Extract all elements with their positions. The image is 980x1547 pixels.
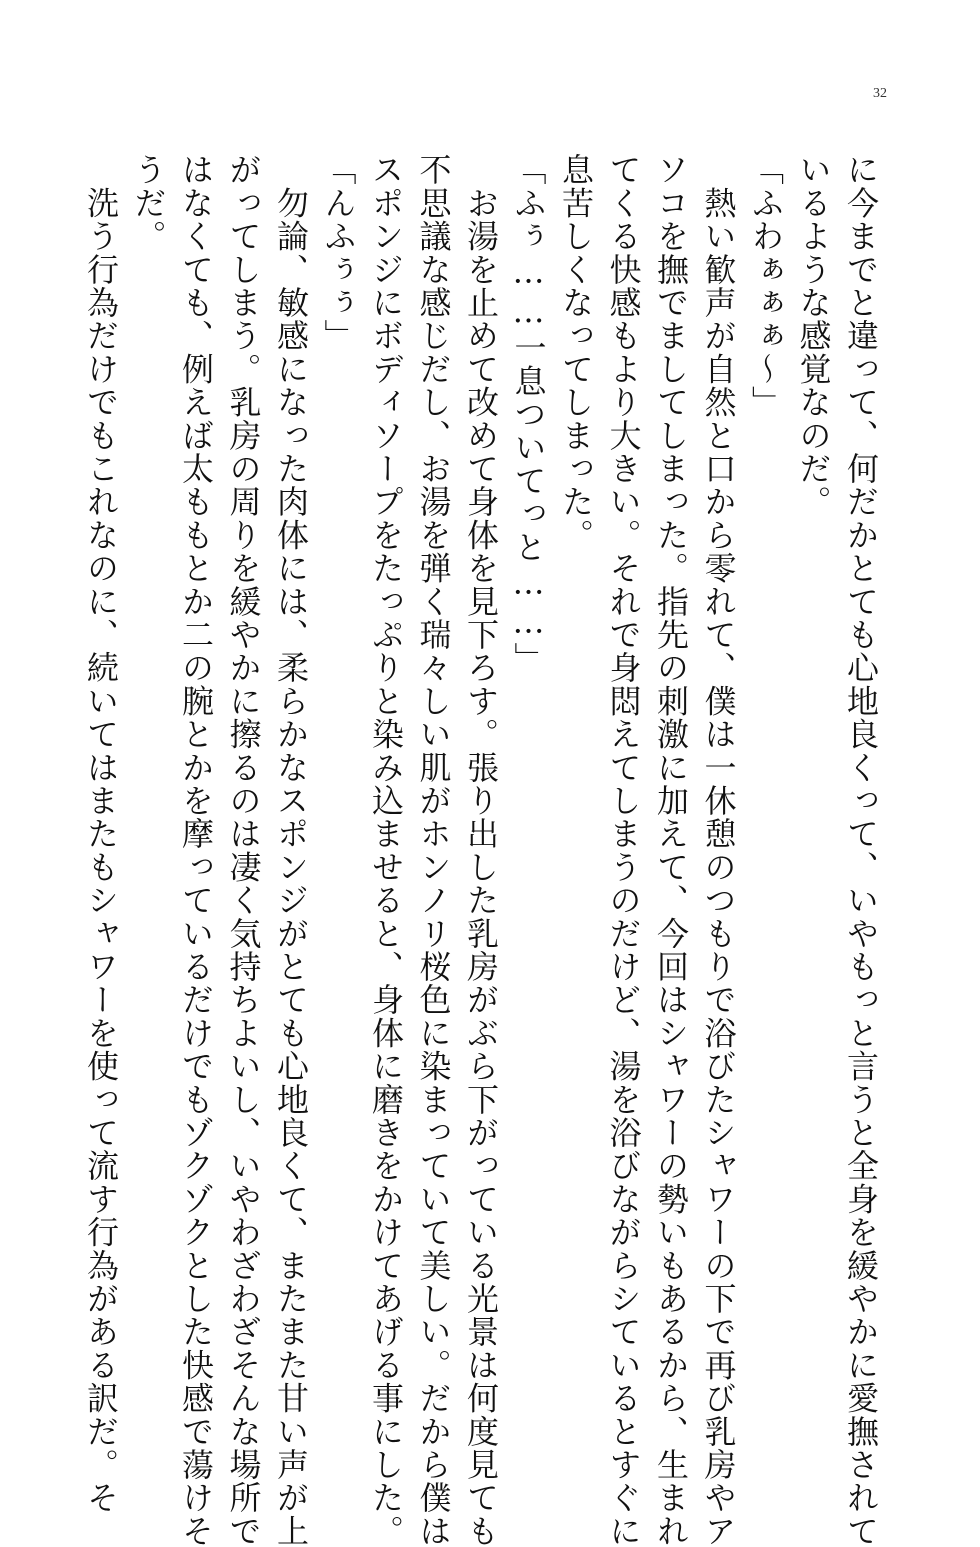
- text-line: お湯を止めて改めて身体を見下ろす。張り出した乳房がぶら下がっている光景は何度見ても: [462, 153, 500, 1547]
- text-line: 勿論、敏感になった肉体には、柔らかなスポンジがとても心地良くて、またまた甘い声が上: [272, 153, 310, 1547]
- text-line: 「んふぅぅ」: [319, 153, 358, 353]
- text-line: 「ふぅ……一息ついてっと……」: [509, 153, 548, 675]
- text-line: 洗う行為だけでもこれなのに、続いてはまたもシャワーを使って流す行為がある訳だ。そ: [82, 153, 120, 1515]
- text-line: はなくても、例えば太ももとか二の腕とかを摩っているだけでもゾクゾクとした快感で蕩けそ: [177, 153, 215, 1547]
- text-line: 熱い歓声が自然と口から零れて、僕は一休憩のつもりで浴びたシャワーの下で再び乳房やア: [699, 153, 738, 1547]
- text-line: 不思議な感じだし、お湯を弾く瑞々しい肌がホンノリ桜色に染まっていて美しい。だから僕は: [414, 153, 453, 1547]
- text-line: いるような感覚なのだ。: [794, 153, 833, 519]
- page-number: 32: [873, 86, 887, 101]
- text-line: てくる快感もより大きい。それで身悶えてしまうのだけど、湯を浴びながらシているとすぐに: [604, 153, 643, 1547]
- text-line: に今までと違って、何だかとても心地良くって、いやもっと言うと全身を緩やかに愛撫されて: [842, 153, 880, 1547]
- text-line: 息苦しくなってしまった。: [557, 153, 595, 552]
- novel-text-body: [82, 153, 884, 1547]
- text-line: ソコを撫でましてしまった。指先の刺激に加えて、今回はシャワーの勢いもあるから、生まれ: [652, 153, 690, 1547]
- text-line: がってしまう。乳房の周りを緩やかに擦るのは凄く気持ちよいし、いやわざわざそんな場所で: [224, 153, 263, 1547]
- text-line: スポンジにボディソープをたっぷりと染み込ませると、身体に磨きをかけてあげる事にした。: [367, 153, 405, 1547]
- text-line: うだ。: [129, 153, 168, 253]
- text-line: 「ふわぁぁぁ～」: [747, 153, 785, 419]
